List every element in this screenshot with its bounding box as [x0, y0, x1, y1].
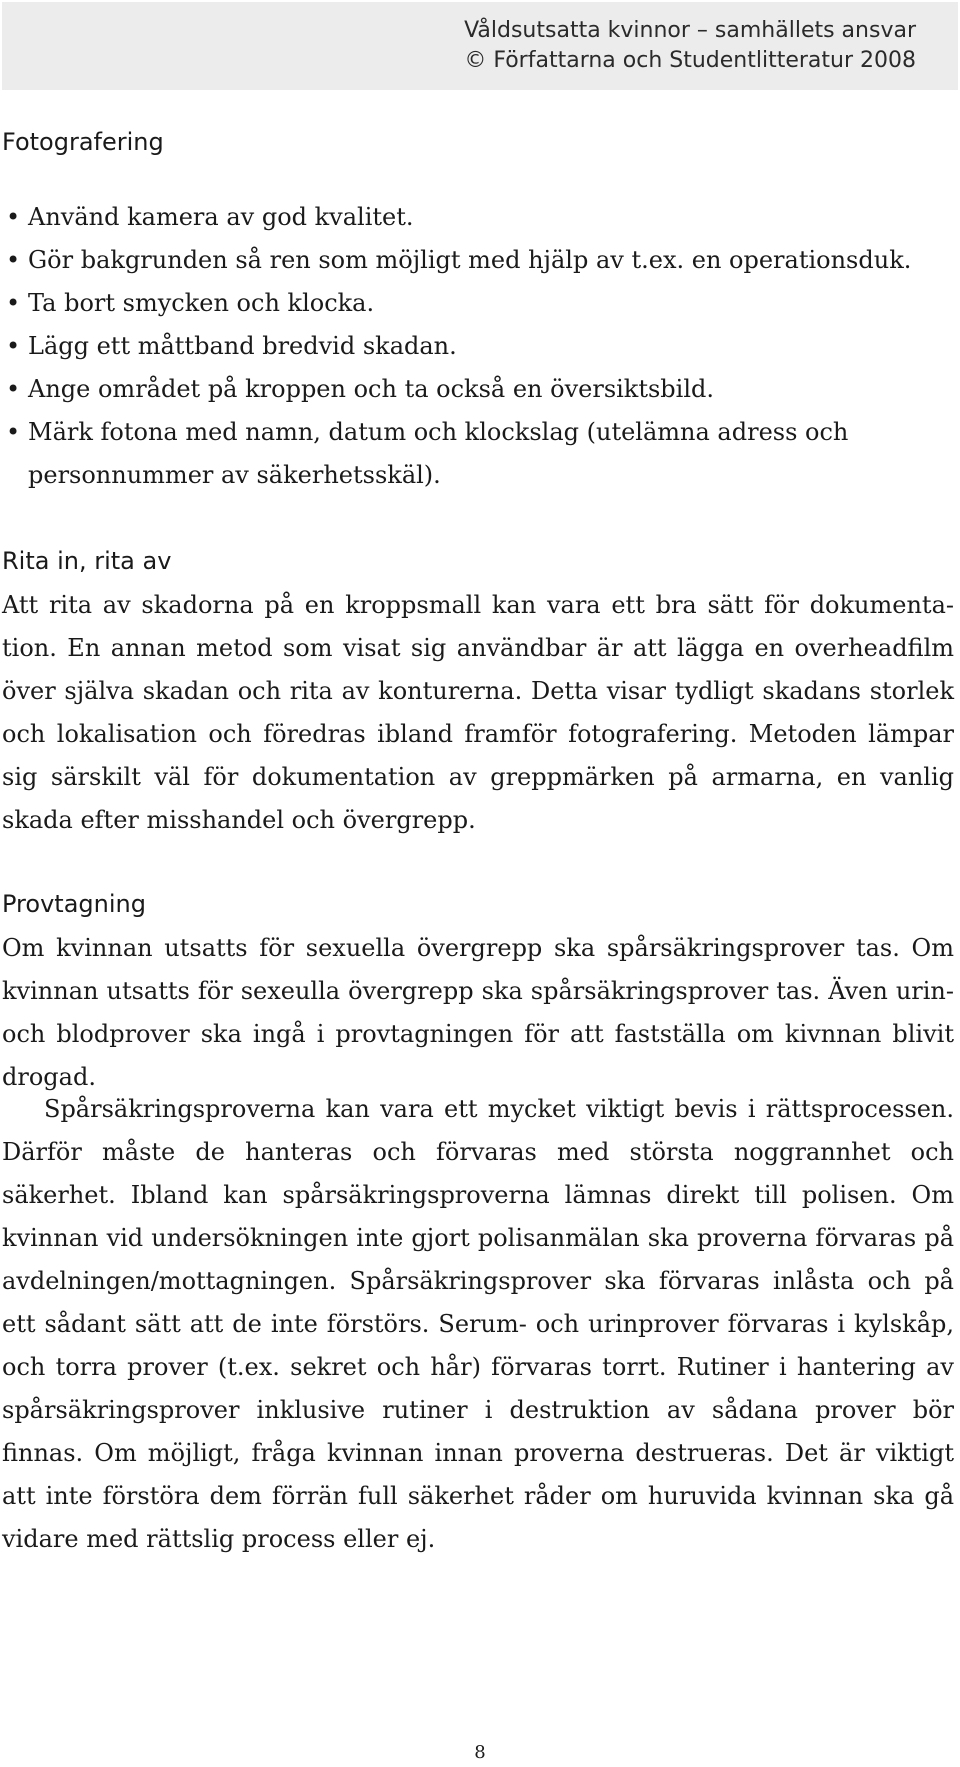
- list-item: • Använd kamera av god kvalitet.: [2, 196, 912, 239]
- page-number: 8: [474, 1742, 486, 1763]
- book-title: Våldsutsatta kvinnor – samhällets ansvar: [464, 18, 916, 43]
- list-item: • Gör bakgrunden så ren som möjligt med hjälp av t.ex. en operationsduk.: [2, 239, 912, 282]
- section-heading-drawing: Rita in, rita av: [2, 547, 172, 575]
- copyright-line: © Författarna och Studentlitteratur 2008: [464, 48, 916, 73]
- list-item: • Ta bort smycken och klocka.: [2, 282, 912, 325]
- drawing-paragraph: Att rita av skadorna på en kroppsmall kan vara ett bra sätt för dokumentation. En annan metod som visat sig användbar är att lägga en overheadfilm över själva skadan och rita av konturerna. Detta visar tydligt skadans storlek och lokalisation och föredras ibland framför fotografering. Metoden lämpar sig särskilt väl för dokumentation av greppmärken på armarna, en vanlig skada efter misshandel och övergrepp.: [2, 591, 954, 834]
- section-heading-photography: Fotografering: [2, 128, 164, 156]
- running-header: [2, 2, 958, 90]
- section-heading-sampling: Provtagning: [2, 890, 146, 918]
- list-item: • Lägg ett måttband bredvid skadan.: [2, 325, 912, 368]
- list-item: • Ange området på kroppen och ta också en översiktsbild.: [2, 368, 912, 411]
- list-item: • Märk fotona med namn, datum och klockslag (utelämna adress och personnummer av säkerhetsskäl).: [2, 411, 912, 497]
- photography-checklist: [2, 196, 912, 497]
- sampling-paragraph-1: Om kvinnan utsatts för sexuella övergrepp ska spårsäkringsprover tas. Om kvinnan utsatts för sexeulla övergrepp ska spårsäkringsprover tas. Även urin- och blodprover ska ingå i provtagningen för att fastställa om kivnnan blivit drogad.: [2, 934, 954, 1091]
- sampling-paragraph-2: Spårsäkringsproverna kan vara ett mycket viktigt bevis i rättsprocessen. Därför måste de hanteras och förvaras med största noggrannhet och säkerhet. Ibland kan spårsäkringsproverna lämnas direkt till polisen. Om kvinnan vid undersökningen inte gjort polisanmälan ska proverna förvaras på avdelningen/mottagningen. Spårsäkringsprover ska förvaras inlåsta och på ett sådant sätt att de inte förstörs. Serum- och urinprover förvaras i kylskåp, och torra prover (t.ex. sekret och hår) förvaras torrt. Rutiner i hantering av spårsäkringsprover inklusive rutiner i destruktion av sådana prover bör finnas. Om möjligt, fråga kvinnan innan proverna destrueras. Det är viktigt att inte förstöra dem förrän full säkerhet råder om huruvida kvinnan ska gå vidare med rättslig process eller ej.: [2, 1095, 954, 1553]
